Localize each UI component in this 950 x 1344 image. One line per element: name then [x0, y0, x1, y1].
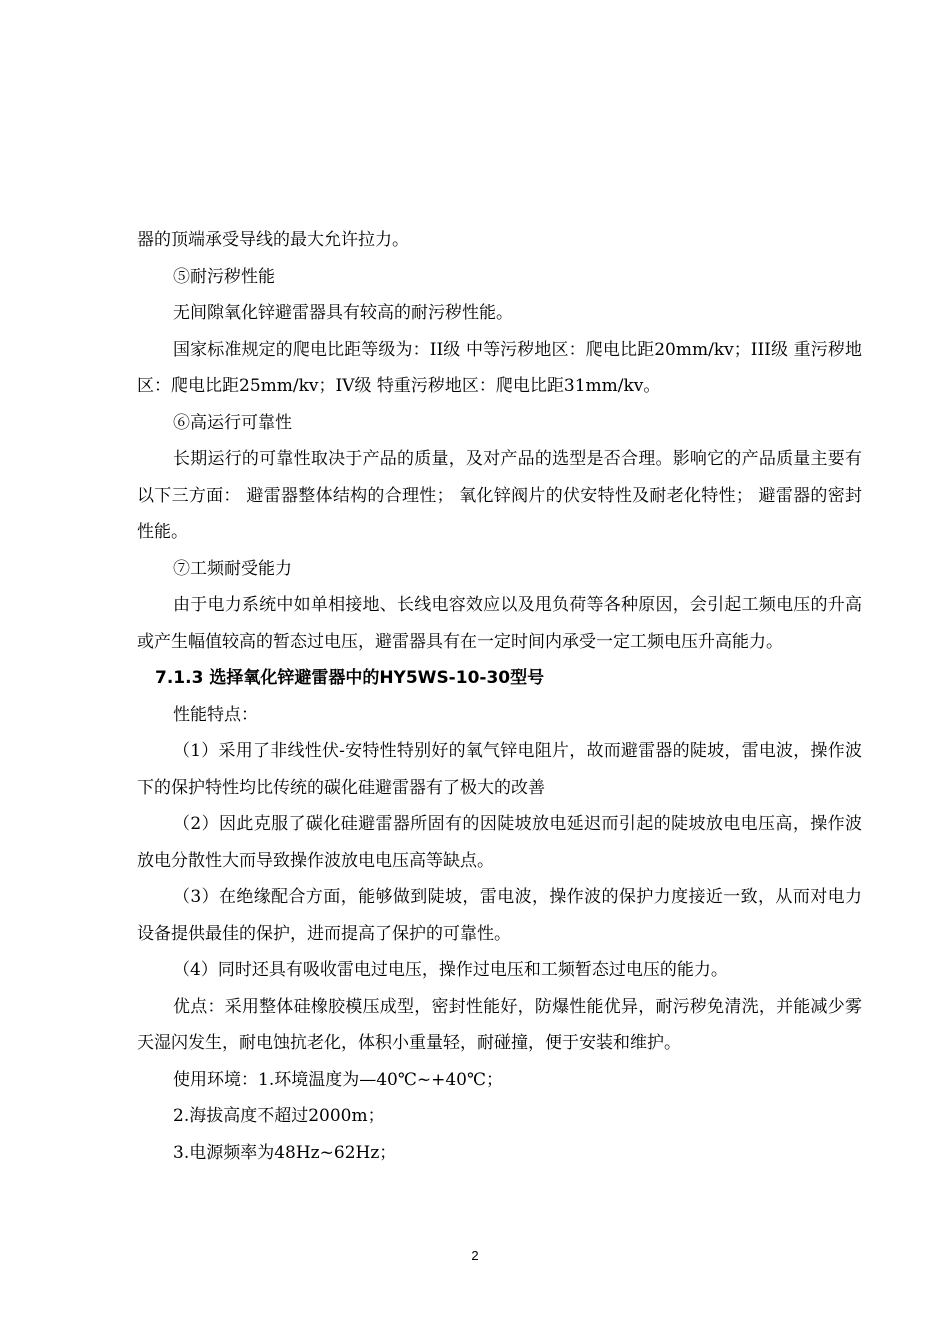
- paragraph: 3.电源频率为48Hz~62Hz；: [173, 1142, 397, 1163]
- list-item: （2）因此克服了碳化硅避雷器所固有的因陡坡放电延迟而引起的陡坡放电电压高，操作波放电分散性大而导致操作波放电电压高等缺点。: [137, 814, 862, 871]
- paragraph: 优点：采用整体硅橡胶模压成型，密封性能好，防爆性能优异，耐污秽免清洗，并能减少雾天湿闪发生，耐电蚀抗老化，体积小重量轻，耐碰撞，便于安装和维护。: [137, 996, 862, 1053]
- page-number: 2: [471, 1248, 479, 1263]
- paragraph: 性能特点：: [173, 704, 258, 725]
- section-title-power-frequency: ⑦工频耐受能力: [173, 558, 292, 579]
- paragraph: 长期运行的可靠性取决于产品的质量，及对产品的选型是否合理。影响它的产品质量主要有以下三方面： 避雷器整体结构的合理性； 氧化锌阀片的伏安特性及耐老化特性； 避雷器的密封性能。: [137, 449, 862, 542]
- paragraph: 由于电力系统中如单相接地、长线电容效应以及甩负荷等各种原因，会引起工频电压的升高或产生幅值较高的暂态过电压，避雷器具有在一定时间内承受一定工频电压升高能力。: [137, 595, 862, 652]
- document-body: [137, 222, 862, 1171]
- list-item: （4）同时还具有吸收雷电过电压，操作过电压和工频暂态过电压的能力。: [173, 960, 728, 980]
- paragraph: 2.海拔高度不超过2000m；: [173, 1106, 385, 1126]
- paragraph: 无间隙氧化锌避雷器具有较高的耐污秽性能。: [173, 303, 513, 323]
- paragraph: 器的顶端承受导线的最大允许拉力。: [137, 230, 409, 250]
- paragraph: 国家标准规定的爬电比距等级为：II级 中等污秽地区：爬电比距20mm/kv；III级 重污秽地区：爬电比距25mm/kv；IV级 特重污秽地区：爬电比距31mm/kv。: [137, 339, 862, 396]
- paragraph: 使用环境：1.环境温度为—40℃~+40℃；: [173, 1069, 504, 1090]
- section-title-pollution-resistance: ⑤耐污秽性能: [173, 266, 275, 287]
- list-item: （3）在绝缘配合方面，能够做到陡坡，雷电波，操作波的保护力度接近一致，从而对电力设备提供最佳的保护，进而提高了保护的可靠性。: [137, 887, 862, 944]
- list-item: （1）采用了非线性伏-安特性特别好的氧气锌电阻片，故而避雷器的陡坡，雷电波，操作波下的保护特性均比传统的碳化硅避雷器有了极大的改善: [137, 741, 862, 798]
- section-title-reliability: ⑥高运行可靠性: [173, 412, 292, 433]
- section-heading: 7.1.3 选择氧化锌避雷器中的HY5WS-10-30型号: [155, 668, 545, 688]
